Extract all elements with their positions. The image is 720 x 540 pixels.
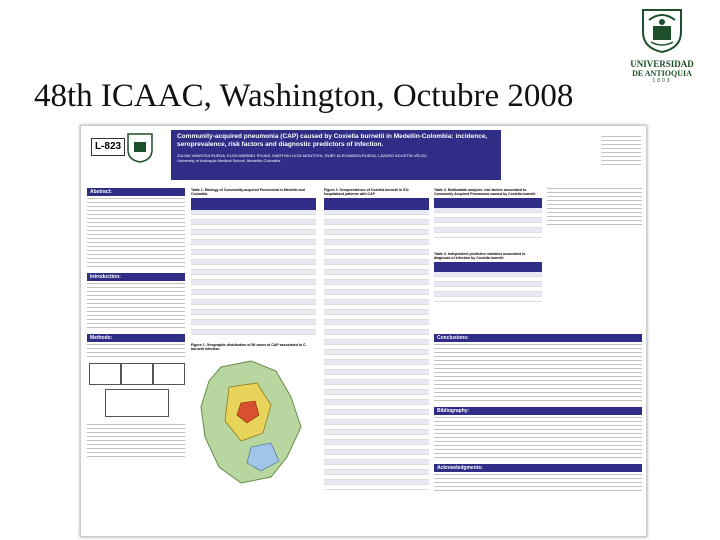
poster	[80, 125, 647, 537]
table3	[434, 198, 542, 238]
poster-right-bottom	[434, 334, 642, 534]
poster-column-3	[324, 188, 429, 533]
table1	[191, 198, 316, 335]
poster-title-band	[171, 130, 501, 180]
contact-block	[601, 136, 641, 169]
introduction-heading: Introduction:	[87, 273, 185, 281]
university-logo	[616, 6, 708, 106]
university-emblem-icon	[126, 132, 154, 164]
abstract-text	[87, 198, 185, 270]
table2	[324, 198, 429, 490]
acknowledgments-text	[434, 474, 642, 494]
introduction-text	[87, 283, 185, 331]
poster-column-1	[87, 188, 185, 533]
slide-title: 48th ICAAC, Washington, Octubre 2008	[34, 78, 574, 114]
methods-heading: Methods:	[87, 334, 185, 342]
university-crest-icon	[639, 6, 685, 54]
poster-column-2	[191, 188, 316, 533]
poster-authors: ZULMA VANESSA RUEDA, ELSA MARIBEL ROJAS, MARTHA LUCIA MONTOYA, RUBY ALEXANDRA RUEDA, LÁZARO AGUSTÍN VÉLEZ.	[177, 153, 428, 158]
abstract-heading: Abstract:	[87, 188, 185, 196]
conclusions-text	[434, 344, 642, 404]
table1-caption: Table 1. Etiology of Community-acquired Pneumonia in Medellín and Colombia.	[191, 188, 305, 196]
medellin-map-figure	[191, 357, 311, 487]
methods-text-2	[87, 424, 185, 460]
poster-affiliation: University of Antioquia Medical School, Medellín-Colombia	[177, 158, 281, 163]
logo-text-line1: UNIVERSIDAD	[630, 59, 694, 69]
methods-flowchart	[87, 361, 185, 421]
bibliography-text	[434, 417, 642, 461]
logo-text-line2: DE ANTIOQUIA	[632, 69, 692, 78]
poster-title: Community-acquired pneumonia (CAP) caused by Coxiella burnetii in Medellín-Colombia: incidence, seroprevalence, risk factors and diagnostic predictors of infection.	[177, 133, 488, 148]
poster-header	[81, 126, 646, 184]
table4	[434, 262, 542, 302]
logo-text-line3: 1803	[652, 78, 672, 84]
table3-caption: Table 3. Multivariate analysis: risk factors associated to Community Acquired Pneumonia caused by Coxiella burnetii	[434, 188, 536, 196]
poster-code: L-823	[91, 138, 125, 156]
figure1-caption: Figure 1. Geographic distribution of 89 cases of CAP associated to C. burnetii infection.	[191, 343, 307, 351]
conclusions-heading: Conclusions:	[434, 334, 642, 342]
table2-caption: Figure 2. Seroprevalence of Coxiella burnetii in 511 hospitalized patients with CAP	[324, 188, 409, 196]
table4-caption: Table 4. Independent predictive variables associated to diagnosis of infection by Coxiella burnetii	[434, 252, 526, 260]
bibliography-heading: Bibliography:	[434, 407, 642, 415]
acknowledgments-heading: Acknowledgments:	[434, 464, 642, 472]
methods-text	[87, 344, 185, 358]
